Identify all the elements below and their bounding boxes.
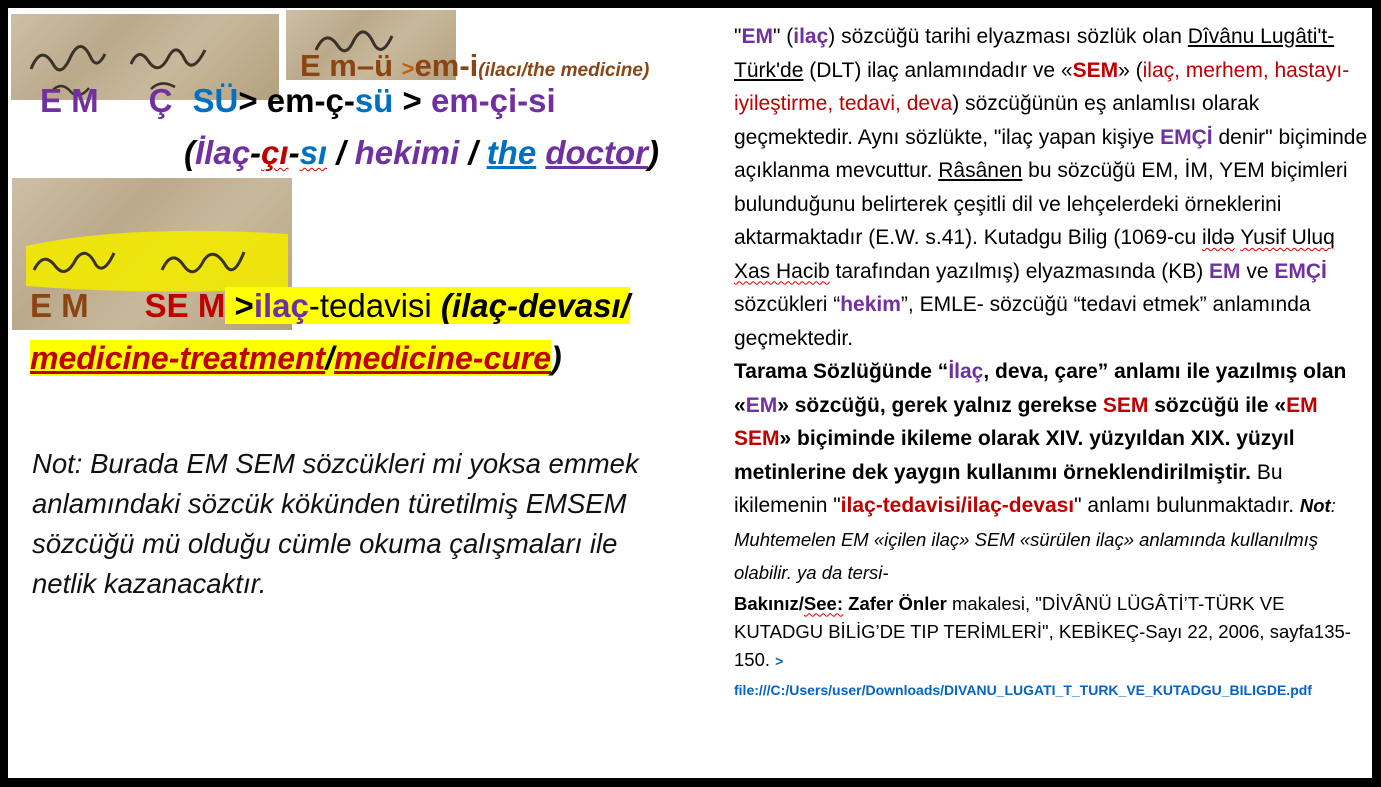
line-em-i: E m–ü >em-i(ilacı/the medicine) — [300, 48, 650, 83]
line-medicine-treatment: medicine-treatment/medicine-cure) — [30, 340, 562, 376]
paragraph-dlt: "EM" (ilaç) sözcüğü tarihi elyazması sözlük olan Dîvânu Lugâti't-Türk'de (DLT) ilaç anlamındadır ve «SEM» (ilaç, merhem, hastayı-iyileştirme, tedavi, deva) sözcüğünün eş anlamlısı olarak geçmektedir. Aynı sözlükte, "ilaç yapan kişiye EMÇİ denir" biçiminde açıklanma mevcuttur. Râsânen bu sözcüğü EM, İM, YEM biçimleri bulunduğunu belirterek çeşitli dil ve lehçelerdeki örneklerini aktarmaktadır (E.W. s.41). Kutadgu Bilig (1069-cu ildə Yusif Uluq Xas Hacib tarafından yazılmış) elyazmasında (KB) EM ve EMÇİ sözcükleri “hekim”, EMLE- sözcüğü “tedavi etmek” anlamında geçmektedir. — [734, 25, 1368, 350]
paragraph-tarama: Tarama Sözlüğünde “İlaç, deva, çare” anlamı ile yazılmış olan «EM» sözcüğü, gerek yalnız gerekse SEM sözcüğü ile «EM SEM» biçiminde ikileme olarak XIV. yüzyıldan XIX. yüzyıl metinlerine dek yaygın kullanımı örneklendirilmiştir. Bu ikilemenin "ilaç-tedavisi/ilaç-devası" anlamı bulunmaktadır. Not: Muhtemelen EM «içilen ilaç» SEM «sürülen ilaç» anlamında kullanılmış olabilir. ya da tersi- — [734, 360, 1347, 583]
note-paragraph: Not: Burada EM SEM sözcükleri mi yoksa emmek anlamındaki sözcük kökünden türetilmiş EMSEM sözcüğü mü olduğu cümle okuma çalışmaları ile netlik kazanacaktır. — [32, 448, 639, 599]
right-text-column — [734, 20, 1370, 704]
line-em-c-su: E M Ç SÜ> em-ç-sü > em-çi-si — [40, 82, 556, 119]
line-ilac-ci-si: (İlaç-çı-sı / hekimi / the doctor) — [184, 134, 660, 171]
pdf-link[interactable]: file:///C:/Users/user/Downloads/DIVANU_LUGATI_T_TURK_VE_KUTADGU_BILIGDE.pdf — [734, 681, 1312, 698]
slide — [8, 8, 1372, 778]
line-em-sem: E M SE M >ilaç-tedavisi (ilaç-devası/ — [30, 287, 630, 324]
paragraph-reference: Bakınız/See: Zafer Önler makalesi, "DİVÂNÜ LÜGÂTİ’T-TÜRK VE KUTADGU BİLİG’DE TIP TERİMLERİ", KEBİKEÇ-Sayı 22, 2006, sayfa135-150. > file:///C:/Users/user/Downloads/DIVANU_LUGATI_T_TURK_VE_KUTADGU_BILIGDE.pdf — [734, 592, 1351, 698]
